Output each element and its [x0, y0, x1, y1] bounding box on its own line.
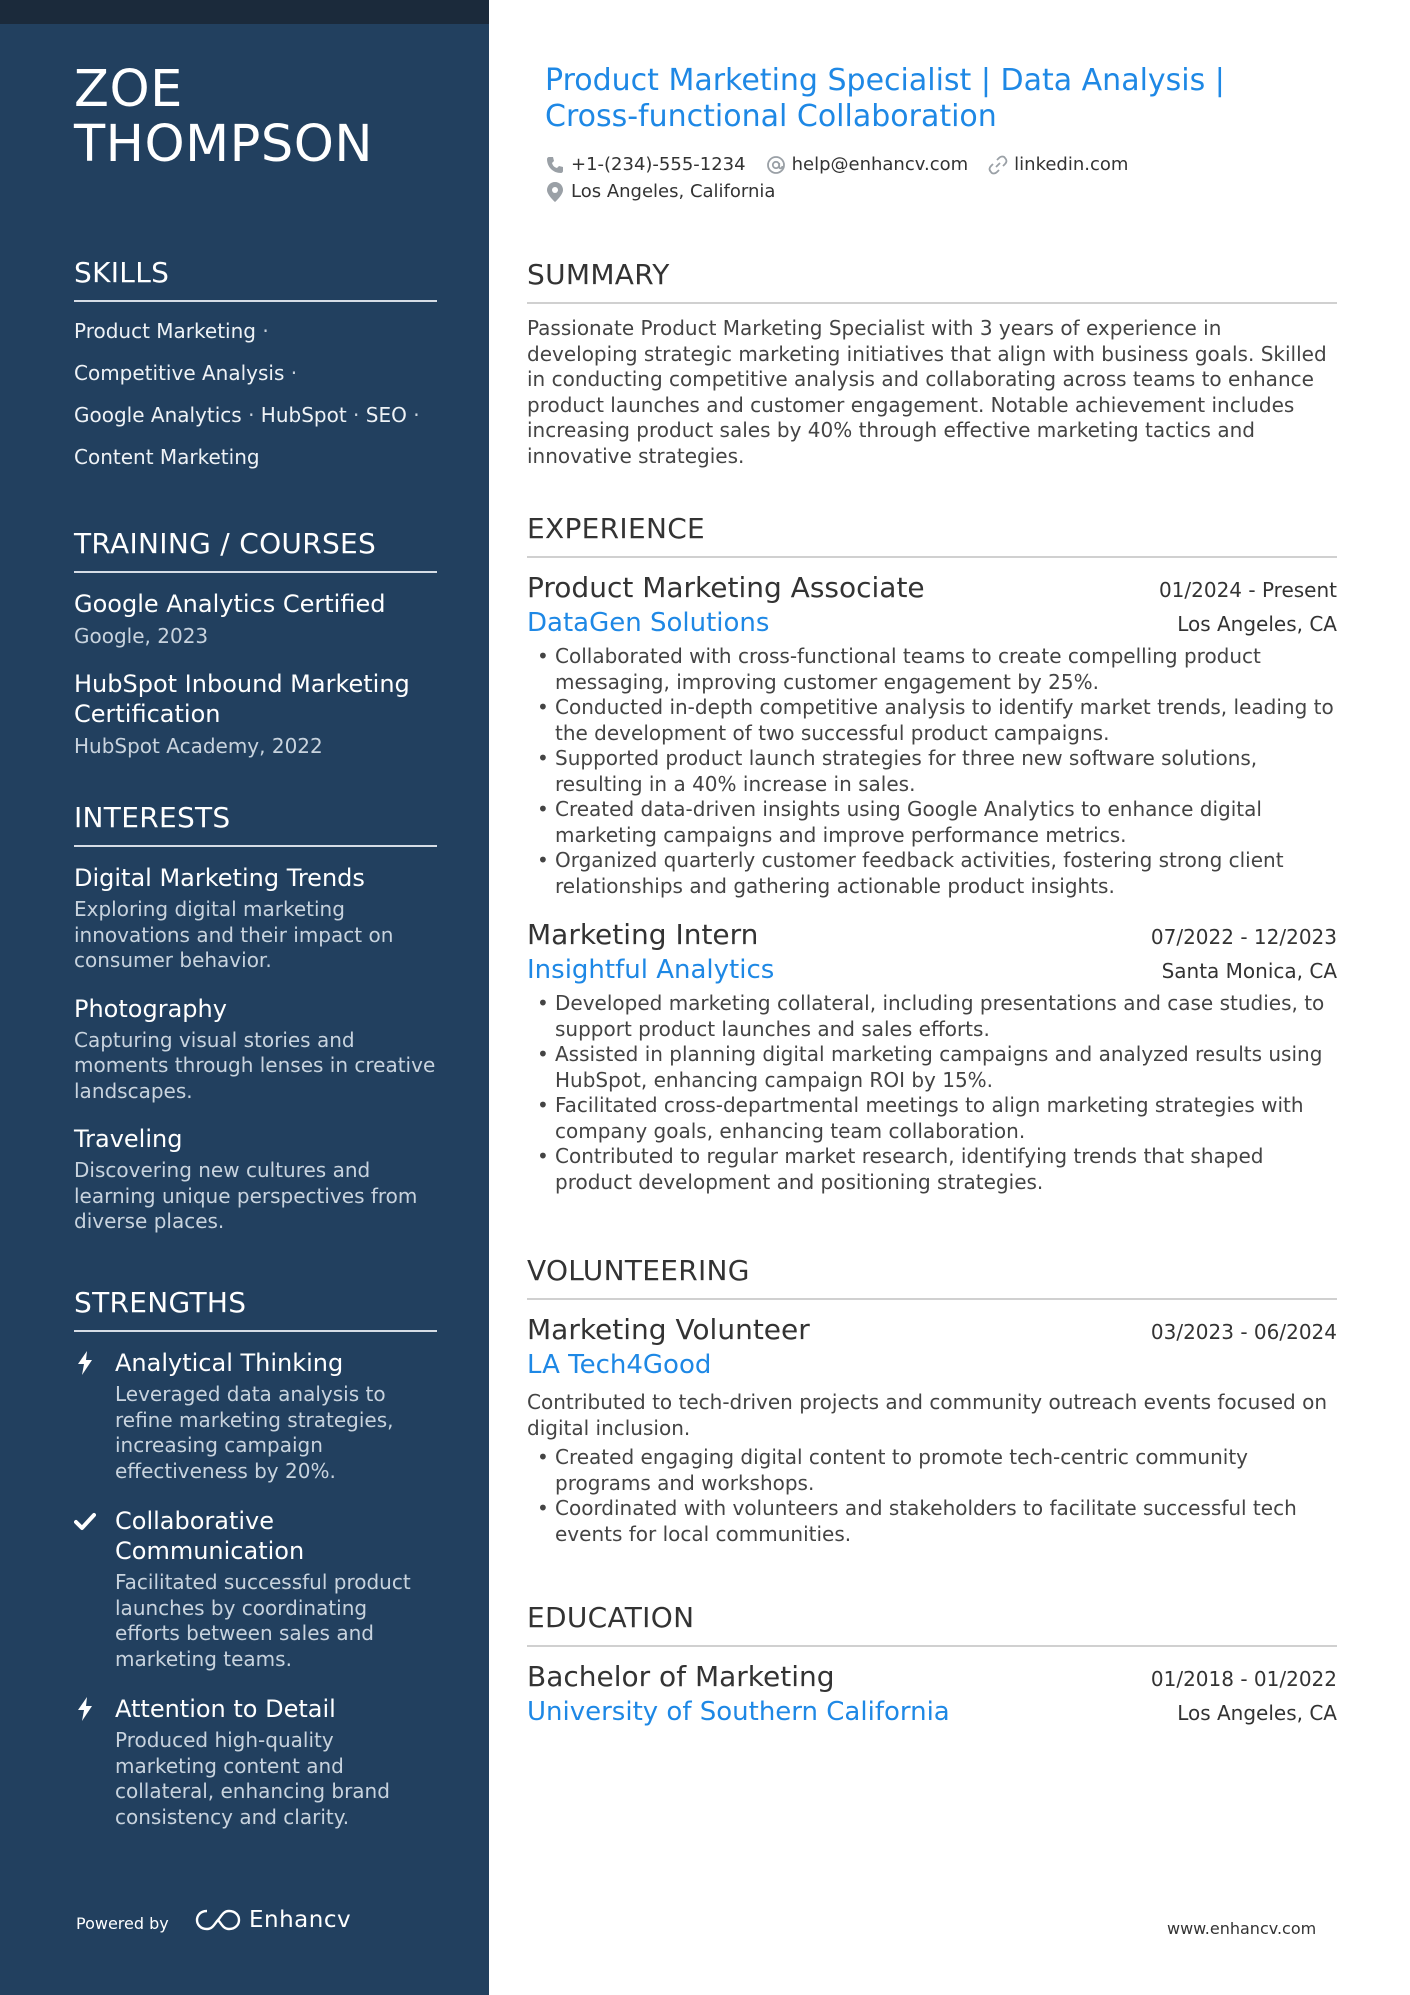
strength-description: Produced high-quality marketing content and collateral, enhancing brand consistency and clarity. [115, 1728, 390, 1829]
job-location: Los Angeles, CA [1177, 612, 1337, 636]
job-entry [527, 570, 1337, 899]
contact-email[interactable] [766, 153, 969, 177]
enhancv-brand: Enhancv [249, 1907, 352, 1933]
job-company[interactable]: DataGen Solutions [527, 608, 770, 638]
volunteering-title: VOLUNTEERING [527, 1254, 1337, 1300]
summary-section [527, 258, 1337, 469]
experience-section [527, 512, 1337, 1213]
skills-section [74, 256, 437, 486]
interest-item [74, 1124, 437, 1235]
volunteer-role: Marketing Volunteer [527, 1313, 810, 1346]
location-text: Los Angeles, California [571, 181, 776, 202]
strength-item [74, 1348, 437, 1484]
job-title: Marketing Intern [527, 918, 759, 951]
interest-item [74, 994, 437, 1105]
phone-text: +1-(234)-555-1234 [571, 154, 746, 175]
skill-item: Content Marketing [74, 445, 260, 469]
strength-item [74, 1506, 437, 1672]
strength-item [74, 1694, 437, 1830]
bullet-item: • Created engaging digital content to promote tech-centric community programs and workshops. [527, 1445, 1337, 1496]
strengths-section [74, 1286, 437, 1852]
location-pin-icon [545, 181, 565, 203]
summary-title: SUMMARY [527, 258, 1337, 304]
bullet-item: • Coordinated with volunteers and stakeholders to facilitate successful tech events for local communities. [527, 1496, 1337, 1547]
contact-linkedin[interactable] [988, 153, 1128, 177]
skill-item: Product Marketing [74, 319, 256, 343]
skill-item: Google Analytics [74, 403, 242, 427]
job-company[interactable]: Insightful Analytics [527, 955, 775, 985]
course-title: Google Analytics Certified [74, 590, 386, 618]
volunteer-description: Contributed to tech-driven projects and community outreach events focused on digital inclusion. [527, 1390, 1328, 1440]
job-dates: 07/2022 - 12/2023 [1150, 925, 1337, 949]
interest-title: Traveling [74, 1125, 183, 1153]
bullet-item: • Collaborated with cross-functional teams to create compelling product messaging, improving customer engagement by 25%. [527, 644, 1337, 695]
email-text: help@enhancv.com [791, 154, 969, 175]
strength-title: Collaborative Communication [115, 1507, 305, 1565]
sidebar [0, 0, 489, 1995]
bolt-icon [74, 1350, 96, 1376]
interest-title: Photography [74, 994, 227, 1023]
course-provider: Google, 2023 [74, 624, 209, 648]
interests-section [74, 801, 437, 1255]
contact-row [545, 180, 795, 204]
candidate-name [74, 62, 373, 172]
job-entry [527, 917, 1337, 1195]
skills-title: SKILLS [74, 256, 437, 302]
bullet-item: • Created data-driven insights using Google Analytics to enhance digital marketing campaigns and improve performance metrics. [527, 797, 1337, 848]
bullet-item: • Developed marketing collateral, including presentations and case studies, to support product launches and sales efforts. [527, 991, 1337, 1042]
bullet-item: • Supported product launch strategies for three new software solutions, resulting in a 40% increase in sales. [527, 746, 1337, 797]
experience-title: EXPERIENCE [527, 512, 1337, 558]
headline: Product Marketing Specialist | Data Analysis | Cross-functional Collaboration [545, 63, 1225, 134]
volunteer-org[interactable]: LA Tech4Good [527, 1350, 712, 1380]
skill-item: Competitive Analysis [74, 361, 285, 385]
powered-by-label: Powered by [76, 1914, 169, 1933]
job-location: Santa Monica, CA [1161, 959, 1337, 983]
degree: Bachelor of Marketing [527, 1660, 835, 1693]
interest-item [74, 863, 437, 974]
skills-line [74, 444, 437, 470]
first-name: ZOE [74, 60, 183, 119]
skill-item: SEO [365, 403, 407, 427]
strengths-title: STRENGTHS [74, 1286, 437, 1332]
strength-description: Leveraged data analysis to refine marketing strategies, increasing campaign effectiveness by 20%. [115, 1382, 394, 1483]
phone-icon [545, 155, 565, 175]
contact-row [545, 153, 1148, 177]
link-icon [988, 155, 1008, 175]
bullet-item: • Facilitated cross-departmental meetings to align marketing strategies with company goals, enhancing team collaboration. [527, 1093, 1337, 1144]
strength-description: Facilitated successful product launches by coordinating efforts between sales and marketing teams. [115, 1570, 411, 1671]
bullet-item: • Assisted in planning digital marketing campaigns and analyzed results using HubSpot, enhancing campaign ROI by 15%. [527, 1042, 1337, 1093]
skill-item: HubSpot [260, 403, 347, 427]
interests-title: INTERESTS [74, 801, 437, 847]
skills-line: Google Analytics · HubSpot · SEO · [74, 403, 420, 427]
contact-location [545, 180, 775, 204]
school[interactable]: University of Southern California [527, 1697, 950, 1727]
volunteering-section [527, 1254, 1337, 1547]
education-title: EDUCATION [527, 1601, 1337, 1647]
job-bullets [527, 644, 1337, 899]
education-section [527, 1601, 1337, 1729]
job-dates: 01/2024 - Present [1158, 578, 1337, 602]
interest-description: Discovering new cultures and learning unique perspectives from diverse places. [74, 1158, 418, 1233]
skills-line: Competitive Analysis · [74, 361, 298, 385]
job-bullets [527, 991, 1337, 1195]
interest-description: Capturing visual stories and moments through lenses in creative landscapes. [74, 1027, 436, 1103]
bolt-icon [74, 1696, 96, 1722]
bullet-item: • Conducted in-depth competitive analysis to identify market trends, leading to the development of two successful product campaigns. [527, 695, 1337, 746]
enhancv-logo-icon [195, 1907, 241, 1933]
strength-title: Attention to Detail [115, 1695, 336, 1723]
summary-text: Passionate Product Marketing Specialist with 3 years of experience in developing strategic marketing initiatives that align with business goals. Skilled in conducting competitive analysis and collaborating across teams to enhance product launches and customer engagement. Notable achievement includes increasing product sales by 40% through effective marketing tactics and innovative strategies. [527, 316, 1327, 468]
skills-line: Product Marketing · [74, 319, 269, 343]
education-location: Los Angeles, CA [1177, 1701, 1337, 1725]
volunteer-bullets [527, 1445, 1337, 1547]
interest-title: Digital Marketing Trends [74, 864, 365, 892]
interest-description: Exploring digital marketing innovations and their impact on consumer behavior. [74, 897, 394, 972]
linkedin-text: linkedin.com [1014, 154, 1129, 175]
last-name: THOMPSON [74, 115, 374, 174]
contact-phone[interactable] [545, 153, 746, 177]
bullet-item: • Organized quarterly customer feedback activities, fostering strong client relationships and gathering actionable product insights. [527, 848, 1337, 899]
bullet-item: • Contributed to regular market research, identifying trends that shaped product development and positioning strategies. [527, 1144, 1337, 1195]
strength-title: Analytical Thinking [115, 1349, 344, 1377]
course-item [74, 589, 437, 649]
education-dates: 01/2018 - 01/2022 [1150, 1667, 1337, 1691]
course-provider: HubSpot Academy, 2022 [74, 734, 323, 758]
sidebar-top-bar [0, 0, 489, 24]
course-title: HubSpot Inbound Marketing Certification [74, 670, 410, 728]
footer-url[interactable]: www.enhancv.com [1167, 1919, 1317, 1938]
training-title: TRAINING / COURSES [74, 527, 437, 573]
enhancv-logo[interactable] [195, 1904, 351, 1936]
volunteer-dates: 03/2023 - 06/2024 [1150, 1320, 1337, 1344]
training-section [74, 527, 437, 779]
at-icon [766, 155, 786, 175]
course-item [74, 669, 437, 759]
job-title: Product Marketing Associate [527, 571, 925, 604]
check-icon [74, 1508, 96, 1534]
